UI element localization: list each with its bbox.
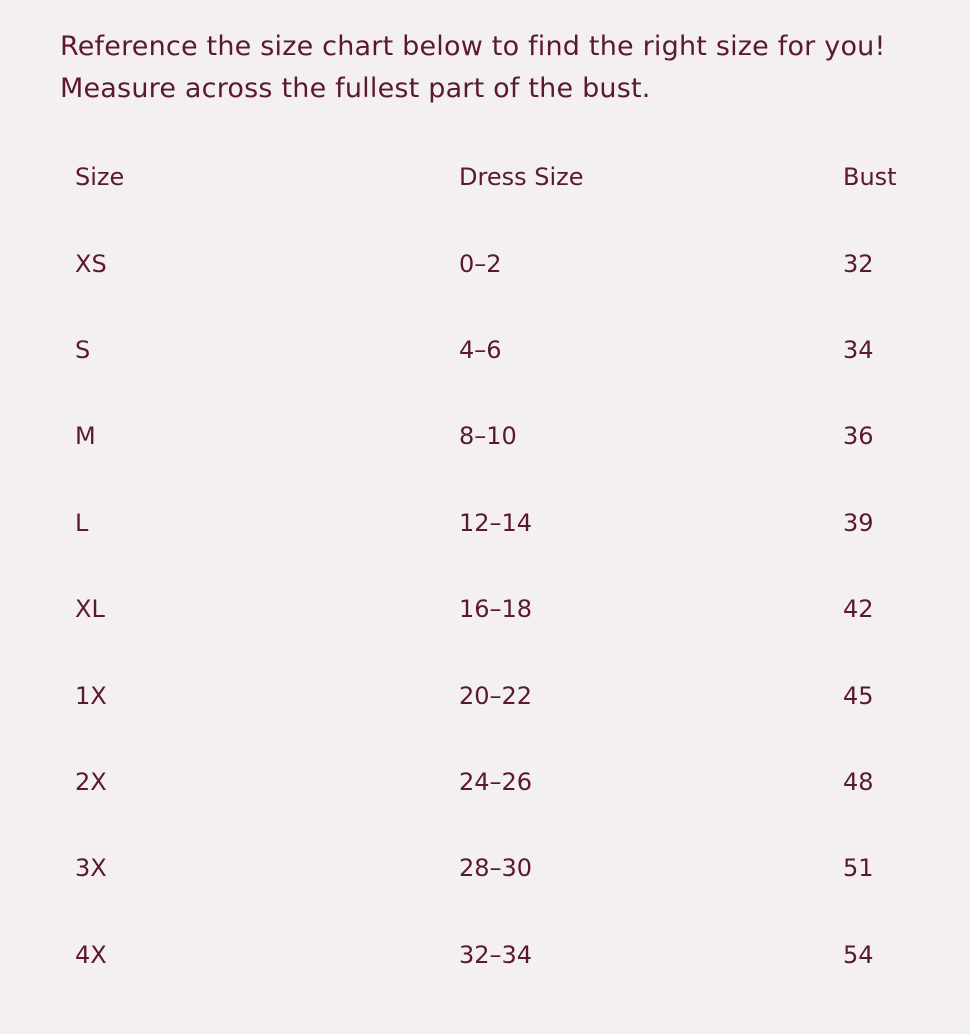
bust-cell: 42	[843, 595, 874, 624]
column-header-size: Size	[75, 163, 125, 192]
bust-cell: 51	[843, 854, 874, 883]
size-cell: 1X	[75, 681, 107, 710]
column-header-bust: Bust	[843, 163, 897, 192]
size-cell: 3X	[75, 854, 107, 883]
table-row	[60, 307, 960, 393]
table-row	[60, 566, 960, 652]
dress-size-cell: 16–18	[459, 595, 533, 624]
dress-size-cell: 12–14	[459, 508, 533, 537]
table-header-row	[60, 134, 960, 220]
table-row	[60, 393, 960, 479]
table-row	[60, 739, 960, 825]
bust-cell: 54	[843, 940, 874, 969]
size-cell: 2X	[75, 767, 107, 796]
size-cell: XS	[75, 249, 107, 278]
bust-cell: 39	[843, 508, 874, 537]
size-cell: XL	[75, 595, 105, 624]
dress-size-cell: 28–30	[459, 854, 533, 883]
table-row	[60, 652, 960, 738]
dress-size-cell: 8–10	[459, 422, 517, 451]
dress-size-cell: 24–26	[459, 767, 533, 796]
dress-size-cell: 4–6	[459, 335, 502, 364]
size-cell: S	[75, 335, 91, 364]
size-cell: 4X	[75, 940, 107, 969]
column-header-dress-size: Dress Size	[459, 163, 584, 192]
table-row	[60, 220, 960, 306]
bust-cell: 32	[843, 249, 874, 278]
size-chart-table	[60, 134, 960, 998]
table-row	[60, 480, 960, 566]
bust-cell: 36	[843, 422, 874, 451]
table-row	[60, 912, 960, 998]
bust-cell: 34	[843, 335, 874, 364]
size-cell: M	[75, 422, 96, 451]
dress-size-cell: 0–2	[459, 249, 502, 278]
bust-cell: 45	[843, 681, 874, 710]
size-cell: L	[75, 508, 89, 537]
size-chart-intro: Reference the size chart below to find the right size for you! Measure across the fullest part of the bust.	[60, 31, 886, 104]
bust-cell: 48	[843, 767, 874, 796]
table-row	[60, 825, 960, 911]
dress-size-cell: 32–34	[459, 940, 533, 969]
dress-size-cell: 20–22	[459, 681, 533, 710]
